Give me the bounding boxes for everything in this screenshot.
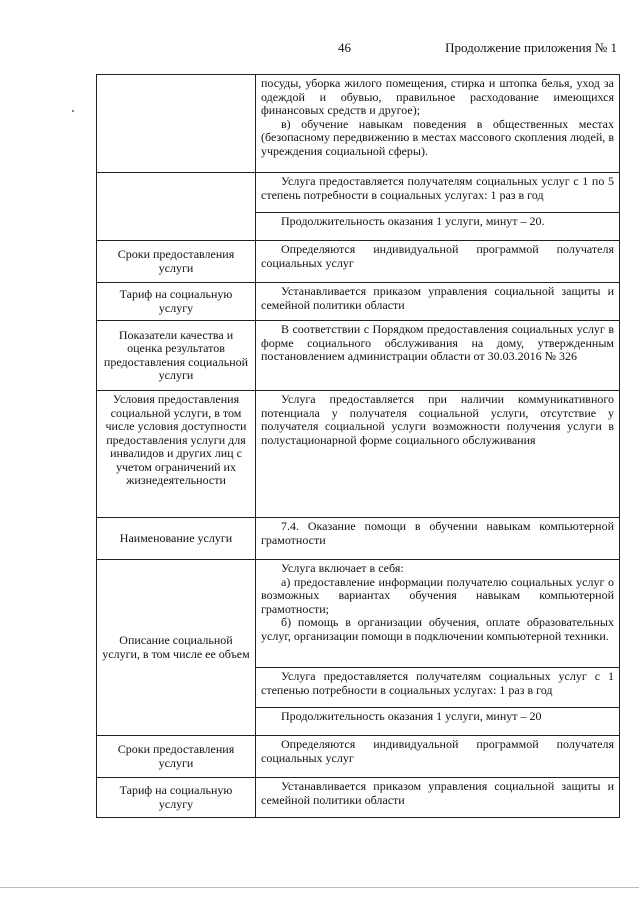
table-row (97, 778, 620, 818)
frequency-text: Услуга предоставляется получателям социальных услуг с 1 степенью потребности в социальных услугах: 1 раз в год (256, 668, 620, 708)
duration-text: Продолжительность оказания 1 услуги, минут – 20. (256, 213, 620, 241)
household-training-text: посуды, уборка жилого помещения, стирка и штопка белья, уход за одеждой и обувью, правильное расходование имеющихся финансовых средств и другое); (261, 76, 614, 117)
table-row (97, 241, 620, 283)
table-row (97, 736, 620, 778)
row-label-tariff: Тариф на социальную услугу (97, 778, 256, 818)
table-row (97, 75, 620, 173)
description-text (256, 560, 620, 668)
description-intro: Услуга включает в себя: (281, 561, 404, 575)
table-row (97, 560, 620, 668)
scan-edge-line (0, 887, 639, 888)
description-item-a: а) предоставление информации получателю социальных услуг о возможных вариантах обучения навыкам компьютерной грамотности; (261, 574, 614, 616)
row-label-tariff: Тариф на социальную услугу (97, 283, 256, 321)
table-row (97, 283, 620, 321)
description-item-b: б) помощь в организации обучения, оплате образовательных услуг, организации помощи в подключении компьютерной техники. (261, 615, 614, 643)
row-label-service-name: Наименование услуги (97, 518, 256, 560)
table-row (97, 518, 620, 560)
duration-text: Продолжительность оказания 1 услуги, минут – 20 (256, 708, 620, 736)
table-row (97, 321, 620, 391)
table-row (97, 173, 620, 213)
frequency-text: Услуга предоставляется получателям социальных услуг с 1 по 5 степень потребности в социальных услугах: 1 раз в год (256, 173, 620, 213)
row-label-empty (97, 75, 256, 173)
row-label-quality: Показатели качества и оценка результатов предоставления социальной услуги (97, 321, 256, 391)
tariff-text: Устанавливается приказом управления социальной защиты и семейной политики области (256, 778, 620, 818)
row-value (256, 75, 620, 173)
conditions-text: Услуга предоставляется при наличии коммуникативного потенциала у получателя социальной услуги, отсутствие у получателя социальной услуги возможности получения услуги в полустационарной форме социального обслуживания (256, 391, 620, 518)
row-label-description: Описание социальной услуги, в том числе ее объем (97, 560, 256, 736)
tariff-text: Устанавливается приказом управления социальной защиты и семейной политики области (256, 283, 620, 321)
terms-text: Определяются индивидуальной программой получателя социальных услуг (256, 736, 620, 778)
page-number: 46 (338, 40, 351, 55)
page-header (0, 40, 639, 58)
service-name-text: 7.4. Оказание помощи в обучении навыкам компьютерной грамотности (256, 518, 620, 560)
row-label-terms: Сроки предоставления услуги (97, 736, 256, 778)
row-label-continued (97, 173, 256, 241)
terms-text: Определяются индивидуальной программой получателя социальных услуг (256, 241, 620, 283)
quality-text: В соответствии с Порядком предоставления социальных услуг в форме социального обслуживания на дому, утвержденным постановлением администрации области от 30.03.2016 № 326 (256, 321, 620, 391)
scan-speck (72, 110, 74, 112)
appendix-continuation: Продолжение приложения № 1 (445, 40, 617, 55)
public-behavior-training-text: в) обучение навыкам поведения в общественных местах (безопасному передвижению в местах массового скопления людей, в учреждения социальной сферы). (261, 116, 614, 158)
row-label-conditions: Условия предоставления социальной услуги, в том числе условия доступности предоставления услуги для инвалидов и других лиц с учетом ограничений их жизнедеятельности (97, 391, 256, 518)
table-row (97, 391, 620, 518)
row-label-terms: Сроки предоставления услуги (97, 241, 256, 283)
services-table (96, 74, 620, 818)
